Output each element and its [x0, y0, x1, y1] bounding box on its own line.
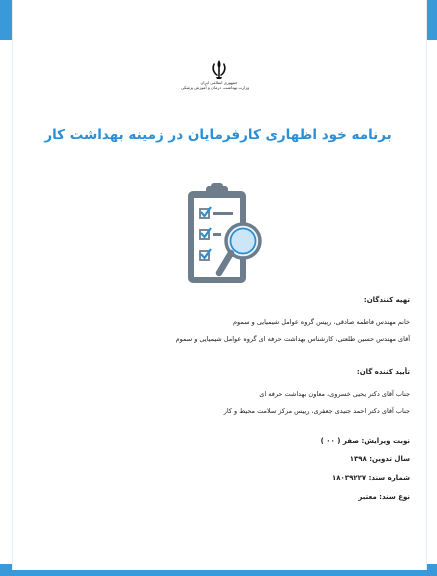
- approver-line: جناب آقای دکتر یحیی خسروی، معاون بهداشت حرفه ای: [259, 390, 410, 398]
- prepared-by-heading: تهیه کنندگان:: [363, 296, 410, 304]
- ministry-logo: [180, 58, 249, 108]
- revision-number: نوبت ویرایش: صفر ( ۰۰ ): [320, 437, 410, 445]
- approved-by-heading: تأیید کننده گان:: [356, 368, 410, 376]
- document-number: شماره سند: ۱۸۰۳۹۲۲۷: [331, 474, 410, 482]
- preparer-line: خانم مهندس فاطمه صادقی، رییس گروه عوامل شیمیایی و سموم: [233, 318, 410, 326]
- clipboard-checklist-icon: [186, 181, 268, 289]
- compilation-year: سال تدوین: ۱۳۹۸: [349, 455, 410, 463]
- document-type: نوع سند: معتبر: [358, 493, 410, 501]
- preparer-line: آقای مهندس حسین طلعتی، کارشناس بهداشت حرفه ای گروه عوامل شیمیایی و سموم: [175, 335, 410, 343]
- iran-emblem-icon: [208, 58, 230, 80]
- ministry-name-line: وزارت بهداشت، درمان و آموزش پزشکی: [180, 85, 249, 90]
- approver-line: جناب آقای دکتر احمد جنیدی جعفری، رییس مرکز سلامت محیط و کار: [223, 407, 410, 415]
- document-title: برنامه خود اظهاری کارفرمایان در زمینه بهداشت کار: [44, 127, 392, 143]
- ministry-country-line: جمهوری اسلامی ایران: [200, 80, 238, 85]
